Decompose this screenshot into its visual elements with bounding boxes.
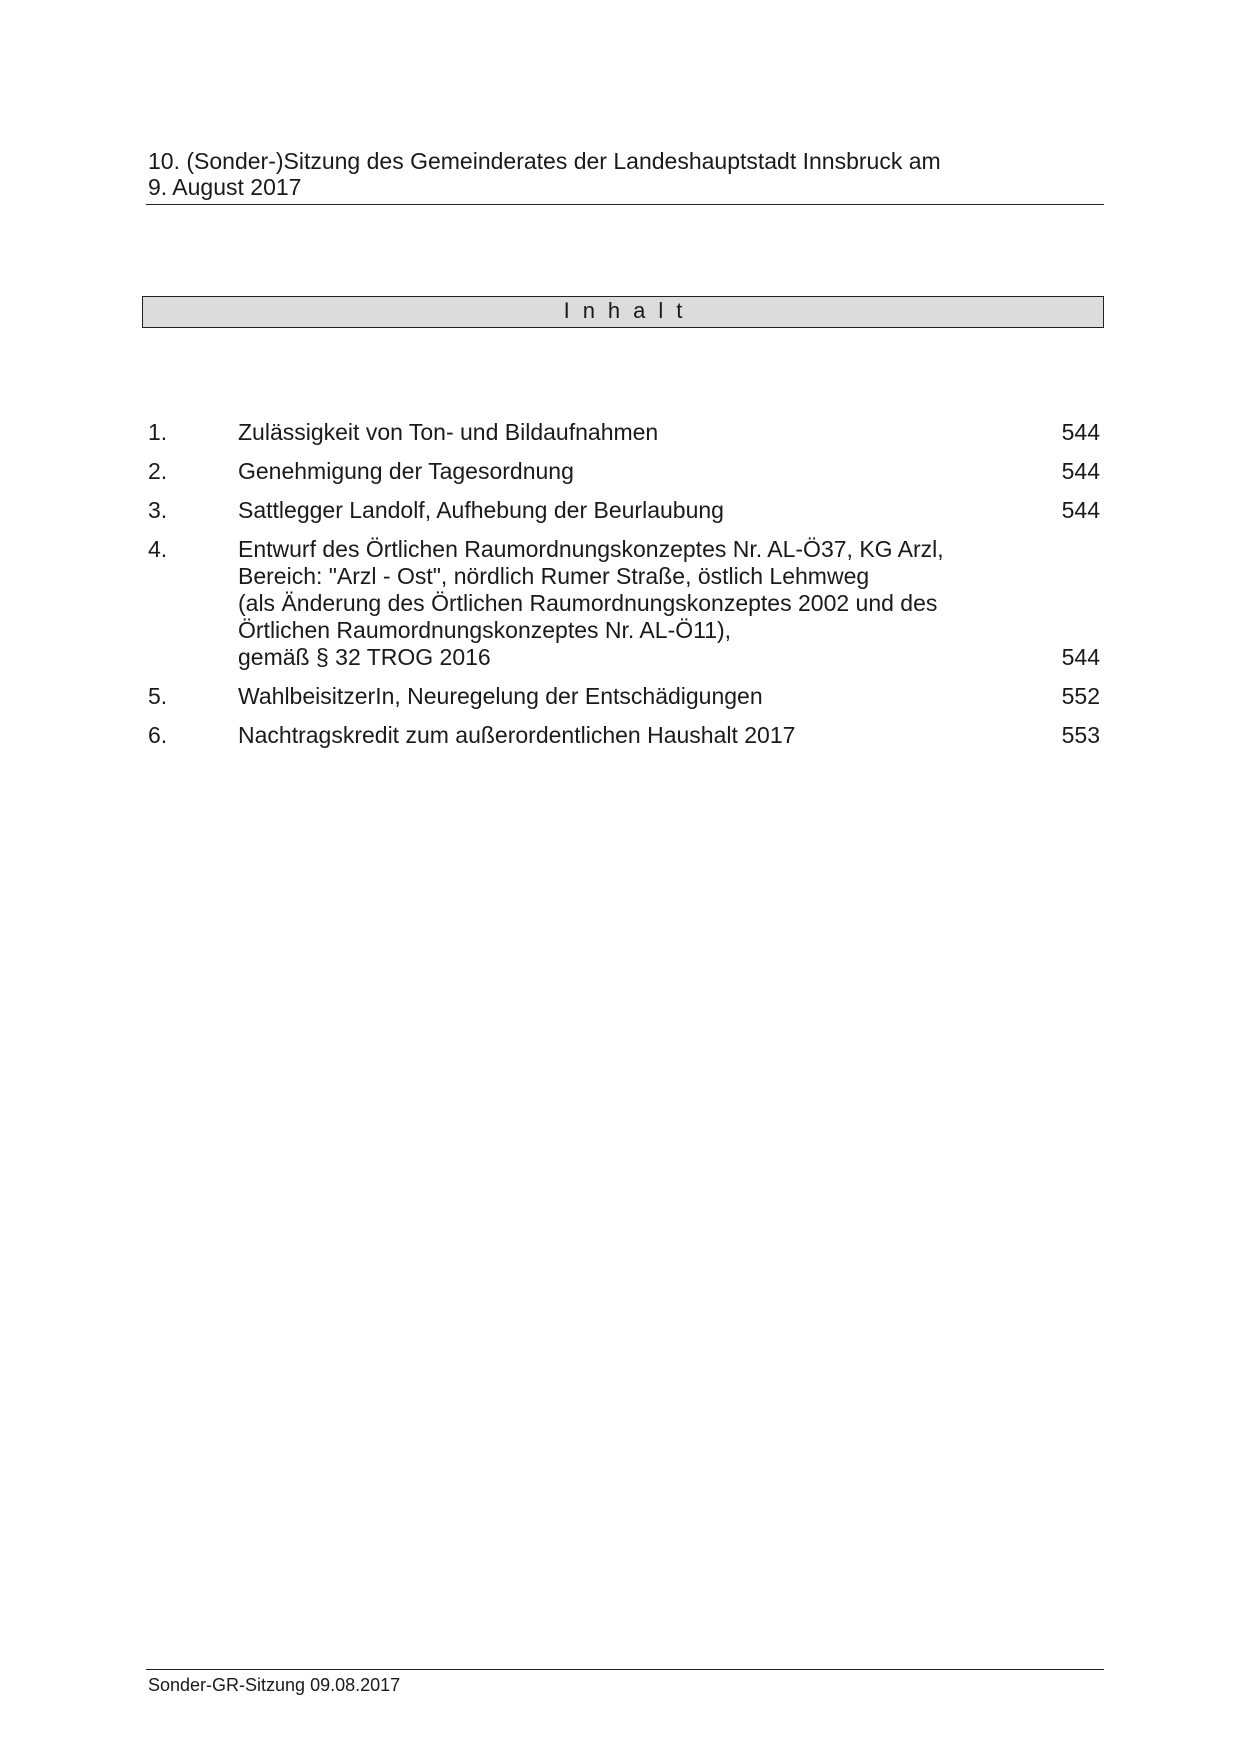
toc-entry-number: 4. xyxy=(148,536,168,562)
toc-entry-title xyxy=(238,722,998,749)
toc-entry xyxy=(148,536,1100,671)
toc-entry xyxy=(148,722,1100,749)
toc-entry-title xyxy=(238,683,998,710)
toc-entry-title-line: Örtlichen Raumordnungskonzeptes Nr. AL-Ö11), xyxy=(238,617,732,643)
toc-entry xyxy=(148,458,1100,485)
toc-entry-number: 6. xyxy=(148,722,168,748)
toc-entry xyxy=(148,497,1100,524)
toc-entry-title-line: Entwurf des Örtlichen Raumordnungskonzeptes Nr. AL-Ö37, KG Arzl, xyxy=(238,536,944,562)
toc-entry-title-line: Genehmigung der Tagesordnung xyxy=(238,458,574,484)
toc-entry xyxy=(148,683,1100,710)
toc-entry xyxy=(148,419,1100,446)
toc-entry-title xyxy=(238,458,998,485)
toc-entry-title-line: Zulässigkeit von Ton- und Bildaufnahmen xyxy=(238,419,659,445)
toc-entry-page-number: 544 xyxy=(1061,644,1100,670)
toc-entry-number: 2. xyxy=(148,458,168,484)
toc-heading-box xyxy=(142,296,1104,328)
toc-entry-title-line: WahlbeisitzerIn, Neuregelung der Entschädigungen xyxy=(238,683,763,709)
footer-divider xyxy=(146,1669,1104,1670)
toc-entry-page-number: 553 xyxy=(1061,722,1100,748)
table-of-contents xyxy=(148,419,1100,761)
header-title-line-2: 9. August 2017 xyxy=(148,174,302,200)
toc-entry-page-number: 552 xyxy=(1061,683,1100,709)
toc-entry-page-number: 544 xyxy=(1061,419,1100,445)
toc-entry-number: 5. xyxy=(148,683,168,709)
toc-heading: Inhalt xyxy=(563,298,696,323)
page-footer: Sonder-GR-Sitzung 09.08.2017 xyxy=(148,1675,401,1695)
toc-entry-page-number: 544 xyxy=(1061,458,1100,484)
toc-entry-title-line: Nachtragskredit zum außerordentlichen Haushalt 2017 xyxy=(238,722,796,748)
header-divider xyxy=(146,204,1104,205)
toc-entry-title-line: Bereich: "Arzl - Ost", nördlich Rumer Straße, östlich Lehmweg xyxy=(238,563,870,589)
toc-entry-title xyxy=(238,419,998,446)
toc-entry-title-line: (als Änderung des Örtlichen Raumordnungskonzeptes 2002 und des xyxy=(238,590,938,616)
toc-entry-title-line: Sattlegger Landolf, Aufhebung der Beurlaubung xyxy=(238,497,724,523)
toc-entry-title xyxy=(238,497,998,524)
toc-entry-title xyxy=(238,536,998,671)
toc-entry-number: 3. xyxy=(148,497,168,523)
header-title-line-1: 10. (Sonder-)Sitzung des Gemeinderates der Landeshauptstadt Innsbruck am xyxy=(148,148,941,174)
toc-entry-number: 1. xyxy=(148,419,168,445)
document-header xyxy=(148,148,1102,200)
toc-entry-title-line: gemäß § 32 TROG 2016 xyxy=(238,644,491,670)
toc-entry-page-number: 544 xyxy=(1061,497,1100,523)
